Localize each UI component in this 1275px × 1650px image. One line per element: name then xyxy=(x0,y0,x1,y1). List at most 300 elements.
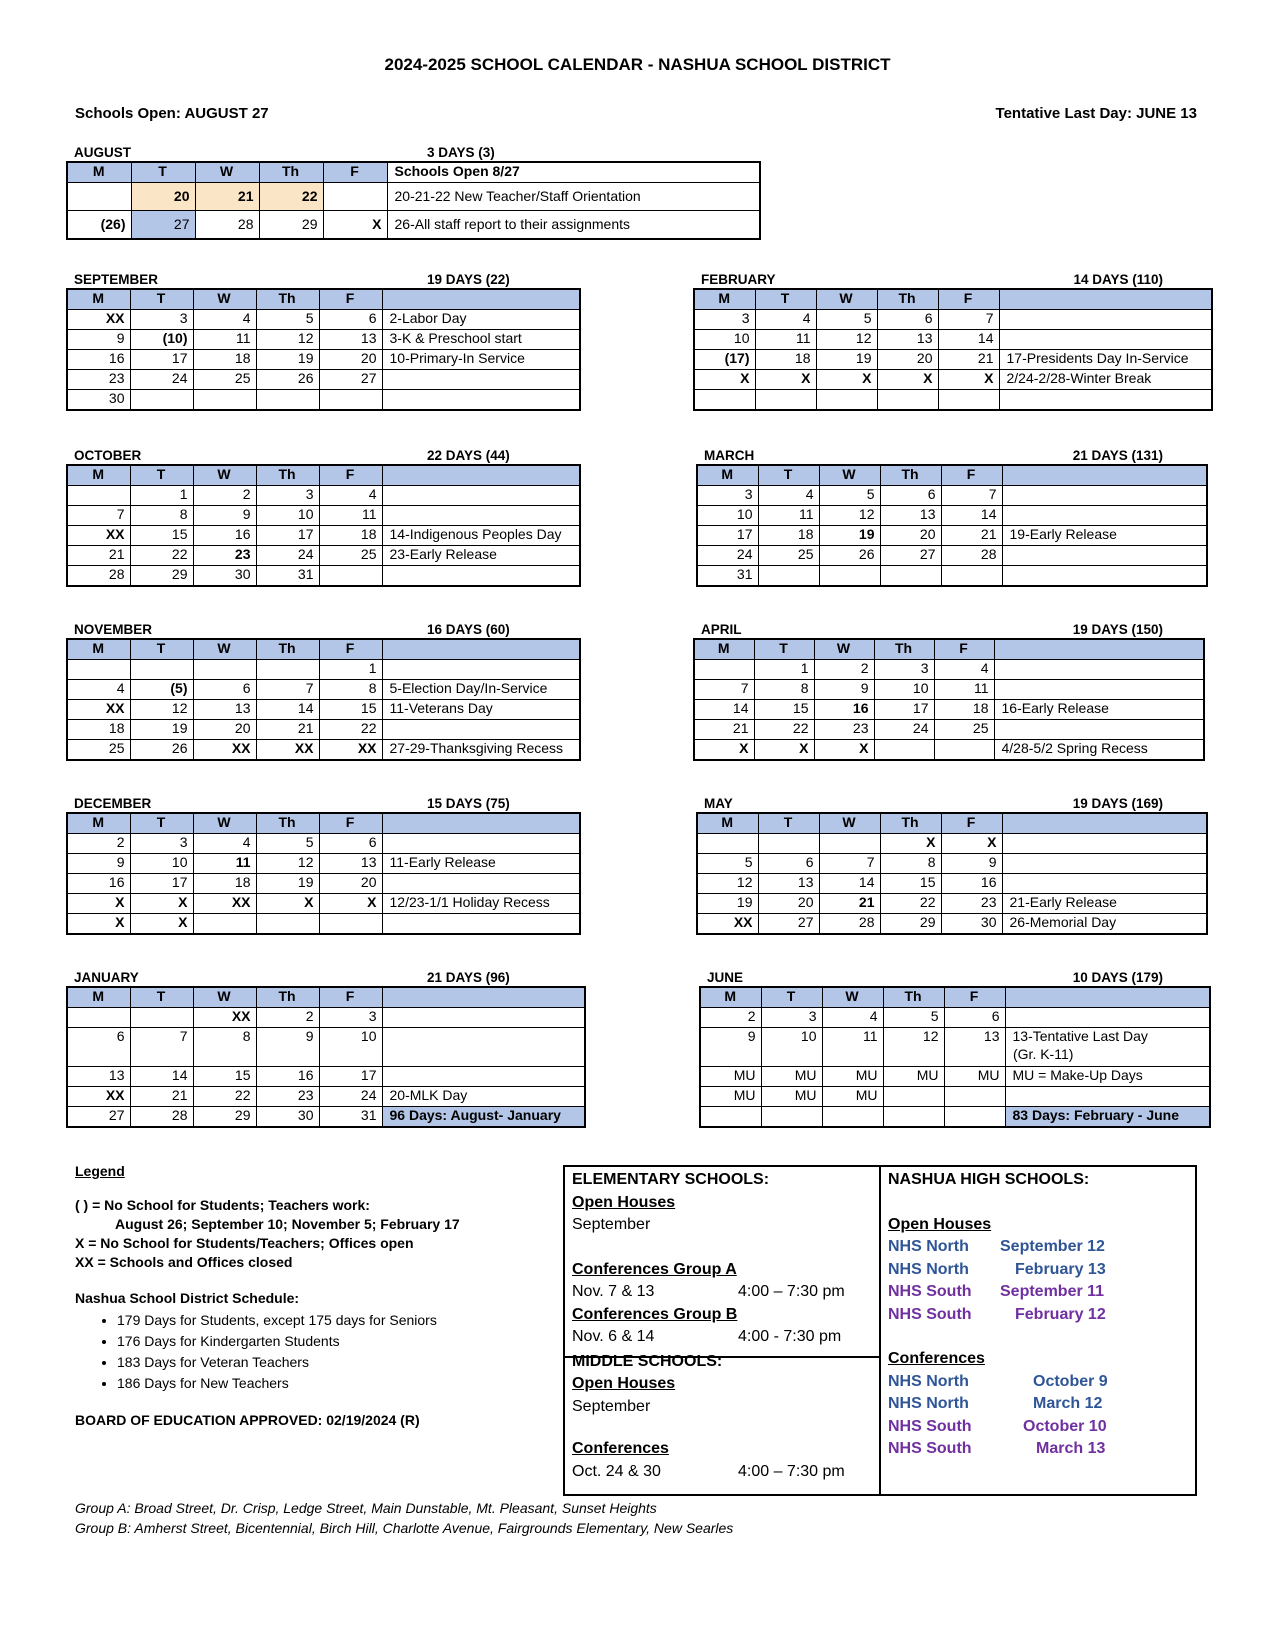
month-days-count: 10 DAYS (179) xyxy=(1072,970,1163,985)
day-cell: MU xyxy=(761,1087,822,1107)
day-cell: 25 xyxy=(934,720,994,740)
day-cell: 25 xyxy=(67,740,130,761)
month-name: MAY xyxy=(704,796,733,811)
day-cell: 28 xyxy=(67,566,130,587)
weekday-label: Th xyxy=(877,289,938,310)
day-note xyxy=(994,680,1204,700)
day-cell: XX xyxy=(319,740,382,761)
day-cell: 14 xyxy=(941,506,1002,526)
day-note: 12/23-1/1 Holiday Recess xyxy=(382,894,580,914)
week-row xyxy=(67,1087,585,1107)
day-cell: 9 xyxy=(700,1028,761,1067)
day-cell: 15 xyxy=(319,700,382,720)
day-cell: MU xyxy=(822,1087,883,1107)
day-cell xyxy=(67,1008,130,1028)
day-cell: X xyxy=(319,894,382,914)
day-cell xyxy=(67,486,130,506)
week-row xyxy=(694,370,1212,390)
day-note xyxy=(382,1008,585,1028)
month-header-note xyxy=(994,639,1204,660)
month-name: JANUARY xyxy=(74,970,139,985)
week-row xyxy=(67,1067,585,1087)
month-days-count: 16 DAYS (60) xyxy=(427,622,510,637)
day-cell: 10 xyxy=(874,680,934,700)
day-cell: 17 xyxy=(256,526,319,546)
day-cell: MU xyxy=(700,1067,761,1087)
day-note: 4/28-5/2 Spring Recess xyxy=(994,740,1204,761)
month-name: APRIL xyxy=(701,622,742,637)
day-cell xyxy=(697,834,758,854)
day-cell: 9 xyxy=(941,854,1002,874)
day-note: 96 Days: August- January xyxy=(382,1107,585,1128)
day-cell: 11 xyxy=(755,330,816,350)
day-cell: 18 xyxy=(193,874,256,894)
day-cell: 14 xyxy=(938,330,999,350)
day-cell: 29 xyxy=(130,566,193,587)
day-cell: 22 xyxy=(319,720,382,740)
week-row xyxy=(67,506,580,526)
day-cell: X xyxy=(877,370,938,390)
day-cell: 3 xyxy=(761,1008,822,1028)
day-cell: 20 xyxy=(880,526,941,546)
day-cell: 7 xyxy=(130,1028,193,1067)
day-cell: 17 xyxy=(697,526,758,546)
day-note: 5-Election Day/In-Service xyxy=(382,680,580,700)
day-cell: 1 xyxy=(319,660,382,680)
footer-group-b: Group B: Amherst Street, Bicentennial, Birch Hill, Charlotte Avenue, Fairgrounds Elementary, New Searles xyxy=(75,1520,734,1536)
week-row xyxy=(67,566,580,587)
day-note: 2/24-2/28-Winter Break xyxy=(999,370,1212,390)
month-november xyxy=(66,620,581,761)
day-note xyxy=(382,914,580,935)
day-cell: MU xyxy=(700,1087,761,1107)
weekday-label: F xyxy=(319,289,382,310)
week-row xyxy=(67,1008,585,1028)
day-cell: 16 xyxy=(814,700,874,720)
day-cell: 19 xyxy=(697,894,758,914)
day-cell: 14 xyxy=(694,700,754,720)
weekday-label: F xyxy=(319,813,382,834)
month-table xyxy=(66,638,581,761)
day-cell: XX xyxy=(697,914,758,935)
day-cell: 12 xyxy=(883,1028,944,1067)
week-row xyxy=(67,720,580,740)
weekday-label: T xyxy=(754,639,814,660)
day-cell: X xyxy=(67,914,130,935)
board-approved: BOARD OF EDUCATION APPROVED: 02/19/2024 (R) xyxy=(75,1412,420,1428)
day-note xyxy=(382,834,580,854)
month-table xyxy=(66,812,581,935)
day-cell: 27 xyxy=(67,1107,130,1128)
conf-group-a-label: Conferences Group A xyxy=(572,1260,737,1278)
weekday-label: M xyxy=(697,813,758,834)
day-cell: 13 xyxy=(67,1067,130,1087)
weekday-label: W xyxy=(193,639,256,660)
day-cell: 29 xyxy=(259,211,323,240)
day-cell xyxy=(755,390,816,411)
day-cell: 17 xyxy=(874,700,934,720)
conf-group-b-time: 4:00 - 7:30 pm xyxy=(738,1328,842,1345)
day-cell: 4 xyxy=(193,310,256,330)
conf-group-a-time: 4:00 – 7:30 pm xyxy=(738,1283,845,1300)
day-cell: XX xyxy=(67,700,130,720)
day-cell: 5 xyxy=(883,1008,944,1028)
day-cell: 16 xyxy=(67,350,130,370)
weekday-header xyxy=(67,639,580,660)
day-cell: 13 xyxy=(944,1028,1005,1067)
day-cell xyxy=(130,390,193,411)
day-cell: 6 xyxy=(758,854,819,874)
day-cell: X xyxy=(67,894,130,914)
week-row xyxy=(700,1107,1210,1128)
weekday-label: T xyxy=(758,813,819,834)
day-cell: 6 xyxy=(877,310,938,330)
weekday-label: M xyxy=(67,162,131,183)
weekday-label: F xyxy=(941,465,1002,486)
weekday-label: Th xyxy=(256,813,319,834)
month-name: FEBRUARY xyxy=(701,272,776,287)
day-cell: MU xyxy=(822,1067,883,1087)
day-cell: 27 xyxy=(880,546,941,566)
day-cell: 5 xyxy=(256,834,319,854)
day-cell: 17 xyxy=(130,350,193,370)
day-cell: 14 xyxy=(256,700,319,720)
conferences-box xyxy=(563,1165,1197,1496)
day-cell: 22 xyxy=(259,183,323,211)
day-cell: XX xyxy=(67,526,130,546)
weekday-label: T xyxy=(755,289,816,310)
day-note: 11-Early Release xyxy=(382,854,580,874)
day-note: 11-Veterans Day xyxy=(382,700,580,720)
day-cell: 12 xyxy=(130,700,193,720)
day-cell: 28 xyxy=(195,211,259,240)
week-row xyxy=(694,310,1212,330)
month-header-note xyxy=(382,639,580,660)
month-table xyxy=(696,812,1208,935)
day-cell: X xyxy=(814,740,874,761)
hs-name: NHS North xyxy=(888,1260,969,1278)
day-cell: 31 xyxy=(256,566,319,587)
day-cell: X xyxy=(755,370,816,390)
day-note xyxy=(1002,834,1207,854)
hs-name: NHS South xyxy=(888,1440,972,1457)
day-cell: 23 xyxy=(256,1087,319,1107)
hs-date: March 12 xyxy=(1033,1395,1103,1412)
day-cell: 21 xyxy=(67,546,130,566)
month-table xyxy=(66,288,581,411)
day-cell: 2 xyxy=(256,1008,319,1028)
month-days-count: 22 DAYS (44) xyxy=(427,448,510,463)
day-cell: 18 xyxy=(193,350,256,370)
week-row xyxy=(694,390,1212,411)
day-cell: 6 xyxy=(193,680,256,700)
day-cell: 12 xyxy=(819,506,880,526)
middle-conf-date: Oct. 24 & 30 xyxy=(572,1462,661,1480)
weekday-label: M xyxy=(694,289,755,310)
weekday-label: Th xyxy=(883,987,944,1008)
day-cell: 13 xyxy=(877,330,938,350)
legend-title: Legend xyxy=(75,1163,125,1179)
day-cell xyxy=(883,1107,944,1128)
weekday-header xyxy=(697,813,1207,834)
day-cell: 13 xyxy=(319,330,382,350)
week-row xyxy=(67,526,580,546)
day-cell: 5 xyxy=(256,310,319,330)
day-cell: 20 xyxy=(131,183,195,211)
day-cell: 3 xyxy=(319,1008,382,1028)
day-cell xyxy=(819,834,880,854)
day-note xyxy=(382,566,580,587)
weekday-label: Th xyxy=(256,465,319,486)
day-cell: 21 xyxy=(941,526,1002,546)
day-cell: 13 xyxy=(758,874,819,894)
day-cell: X xyxy=(941,834,1002,854)
day-cell xyxy=(130,660,193,680)
day-cell: 18 xyxy=(758,526,819,546)
legend-xx: XX = Schools and Offices closed xyxy=(75,1254,293,1270)
week-row xyxy=(67,486,580,506)
day-cell xyxy=(877,390,938,411)
day-cell xyxy=(944,1107,1005,1128)
day-note: 26-Memorial Day xyxy=(1002,914,1207,935)
week-row xyxy=(67,874,580,894)
month-september xyxy=(66,270,581,411)
day-cell: 9 xyxy=(67,330,130,350)
day-cell: 10 xyxy=(694,330,755,350)
week-row xyxy=(694,350,1212,370)
day-cell xyxy=(256,660,319,680)
month-header-note xyxy=(382,813,580,834)
day-note: 16-Early Release xyxy=(994,700,1204,720)
day-cell xyxy=(758,834,819,854)
week-row xyxy=(697,894,1207,914)
day-note xyxy=(999,330,1212,350)
day-cell: 21 xyxy=(819,894,880,914)
day-note xyxy=(999,390,1212,411)
day-note xyxy=(1005,1087,1210,1107)
weekday-header xyxy=(697,465,1207,486)
day-cell: X xyxy=(323,211,387,240)
day-cell: 28 xyxy=(819,914,880,935)
day-cell: 19 xyxy=(256,874,319,894)
day-cell: 5 xyxy=(819,486,880,506)
day-cell: 10 xyxy=(319,1028,382,1067)
day-cell: 24 xyxy=(319,1087,382,1107)
day-note xyxy=(1002,506,1207,526)
day-note xyxy=(1002,546,1207,566)
page-title: 2024-2025 SCHOOL CALENDAR - NASHUA SCHOOL DISTRICT xyxy=(384,55,891,74)
high-open-houses: Open Houses xyxy=(888,1215,992,1233)
day-cell: 21 xyxy=(195,183,259,211)
day-cell: MU xyxy=(944,1067,1005,1087)
weekday-header xyxy=(67,465,580,486)
day-cell: 25 xyxy=(193,370,256,390)
day-cell: 14 xyxy=(130,1067,193,1087)
day-cell xyxy=(934,740,994,761)
weekday-header xyxy=(67,289,580,310)
day-cell: 8 xyxy=(880,854,941,874)
box-divider xyxy=(879,1167,881,1494)
day-cell xyxy=(694,660,754,680)
day-cell: 13 xyxy=(193,700,256,720)
month-header-note xyxy=(382,289,580,310)
week-row xyxy=(67,1107,585,1128)
conf-group-a-date: Nov. 7 & 13 xyxy=(572,1283,655,1300)
weekday-label: Th xyxy=(256,289,319,310)
day-cell: 5 xyxy=(816,310,877,330)
schedule-list xyxy=(75,1310,545,1394)
day-cell: 9 xyxy=(814,680,874,700)
week-row xyxy=(697,506,1207,526)
day-cell: 20 xyxy=(319,350,382,370)
day-cell xyxy=(819,566,880,587)
day-cell: 29 xyxy=(880,914,941,935)
day-note xyxy=(1002,486,1207,506)
day-cell: 25 xyxy=(758,546,819,566)
day-cell: 20 xyxy=(758,894,819,914)
day-cell: X xyxy=(754,740,814,761)
day-note: 2-Labor Day xyxy=(382,310,580,330)
week-row xyxy=(697,546,1207,566)
month-days-count: 14 DAYS (110) xyxy=(1073,272,1163,287)
day-cell xyxy=(193,914,256,935)
day-cell: (17) xyxy=(694,350,755,370)
high-section xyxy=(888,1167,1188,1461)
week-row xyxy=(697,874,1207,894)
weekday-label: F xyxy=(319,987,382,1008)
day-cell: (10) xyxy=(130,330,193,350)
week-row xyxy=(67,740,580,761)
month-days-count: 21 DAYS (131) xyxy=(1072,448,1163,463)
day-cell: 27 xyxy=(758,914,819,935)
month-name: AUGUST xyxy=(74,145,131,160)
week-row xyxy=(694,680,1204,700)
day-cell: 11 xyxy=(934,680,994,700)
day-cell: 9 xyxy=(193,506,256,526)
day-cell: 28 xyxy=(130,1107,193,1128)
week-row xyxy=(67,894,580,914)
month-april xyxy=(693,620,1205,761)
month-table xyxy=(66,464,581,587)
day-cell xyxy=(130,1008,193,1028)
hs-name: NHS North xyxy=(888,1238,969,1255)
day-note xyxy=(382,506,580,526)
week-row xyxy=(697,526,1207,546)
weekday-label: T xyxy=(130,987,193,1008)
day-cell: 7 xyxy=(938,310,999,330)
weekday-label: T xyxy=(758,465,819,486)
schools-open: Schools Open: AUGUST 27 xyxy=(75,105,269,122)
day-cell: 16 xyxy=(193,526,256,546)
day-cell xyxy=(323,183,387,211)
week-row xyxy=(67,700,580,720)
month-august xyxy=(66,143,761,240)
day-note: 27-29-Thanksgiving Recess xyxy=(382,740,580,761)
day-cell: 19 xyxy=(256,350,319,370)
day-cell: 17 xyxy=(130,874,193,894)
day-cell: 4 xyxy=(67,680,130,700)
legend-x: X = No School for Students/Teachers; Offices open xyxy=(75,1235,414,1251)
weekday-label: W xyxy=(193,465,256,486)
day-note xyxy=(994,660,1204,680)
day-cell: 19 xyxy=(819,526,880,546)
day-cell: 15 xyxy=(130,526,193,546)
conf-group-b-date: Nov. 6 & 14 xyxy=(572,1328,655,1345)
week-row xyxy=(67,660,580,680)
day-cell: 3 xyxy=(697,486,758,506)
day-cell: 30 xyxy=(67,390,130,411)
day-cell: 23 xyxy=(67,370,130,390)
weekday-label: F xyxy=(934,639,994,660)
middle-title: MIDDLE SCHOOLS: xyxy=(572,1352,723,1370)
day-cell xyxy=(938,390,999,411)
day-note: 17-Presidents Day In-Service xyxy=(999,350,1212,370)
day-cell: 21 xyxy=(256,720,319,740)
day-cell: 24 xyxy=(874,720,934,740)
day-cell xyxy=(761,1107,822,1128)
week-row xyxy=(694,720,1204,740)
hs-name: NHS South xyxy=(888,1305,972,1323)
hs-date: October 9 xyxy=(1033,1372,1108,1390)
day-cell: 15 xyxy=(880,874,941,894)
day-cell: (26) xyxy=(67,211,131,240)
day-cell: 2 xyxy=(67,834,130,854)
day-cell: 20 xyxy=(877,350,938,370)
month-header-note xyxy=(382,465,580,486)
day-note xyxy=(382,720,580,740)
day-cell: 7 xyxy=(256,680,319,700)
day-cell: 29 xyxy=(193,1107,256,1128)
day-note: 19-Early Release xyxy=(1002,526,1207,546)
month-table xyxy=(699,986,1211,1128)
day-cell: 3 xyxy=(130,310,193,330)
month-header-note xyxy=(1002,813,1207,834)
hs-name: NHS South xyxy=(888,1283,972,1300)
day-note: 20-21-22 New Teacher/Staff Orientation xyxy=(387,183,760,211)
week-row xyxy=(67,211,760,240)
day-note: 83 Days: February - June xyxy=(1005,1107,1210,1128)
month-days-count: 19 DAYS (22) xyxy=(427,272,510,287)
day-note xyxy=(994,720,1204,740)
elementary-title: ELEMENTARY SCHOOLS: xyxy=(572,1171,770,1188)
day-cell xyxy=(67,660,130,680)
week-row xyxy=(694,660,1204,680)
day-cell xyxy=(694,390,755,411)
weekday-label: F xyxy=(944,987,1005,1008)
day-cell xyxy=(874,740,934,761)
day-cell xyxy=(880,566,941,587)
weekday-label: F xyxy=(323,162,387,183)
week-row xyxy=(67,1028,585,1067)
day-cell: 16 xyxy=(941,874,1002,894)
day-cell: 13 xyxy=(880,506,941,526)
schedule-item: • 186 Days for New Teachers xyxy=(117,1373,545,1394)
day-note xyxy=(382,370,580,390)
weekday-label: M xyxy=(67,987,130,1008)
day-cell: 12 xyxy=(256,330,319,350)
weekday-label: W xyxy=(822,987,883,1008)
day-cell: 24 xyxy=(130,370,193,390)
day-cell: 26 xyxy=(819,546,880,566)
month-name: DECEMBER xyxy=(74,796,152,811)
month-table xyxy=(693,638,1205,761)
month-name: OCTOBER xyxy=(74,448,142,463)
day-cell: 21 xyxy=(694,720,754,740)
day-note xyxy=(382,1067,585,1087)
day-note: 10-Primary-In Service xyxy=(382,350,580,370)
day-cell: 1 xyxy=(130,486,193,506)
weekday-header xyxy=(67,987,585,1008)
